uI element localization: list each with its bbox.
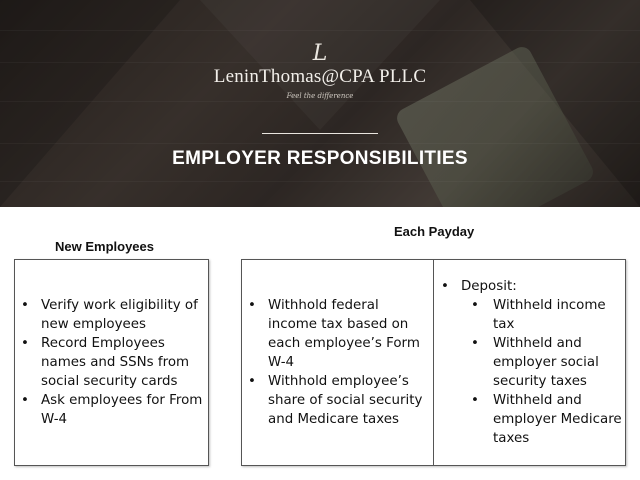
payday-withhold-list — [243, 296, 429, 429]
each-payday-heading: Each Payday — [394, 224, 475, 239]
new-employees-list — [16, 296, 208, 429]
deposit-label: • Deposit: — [436, 277, 624, 296]
list-item: • Withheld and employer Medicare taxes — [436, 391, 624, 448]
brand-name: LeninThomas@CPA PLLC — [213, 66, 427, 87]
list-item: • Withhold federal income tax based on each employee’s Form W-4 — [243, 296, 429, 372]
new-employees-heading: New Employees — [55, 239, 154, 254]
list-item: • Withheld and employer social security taxes — [436, 334, 624, 391]
list-item: • Ask employees for From W-4 — [16, 391, 208, 429]
list-item: • Withheld income tax — [436, 296, 624, 334]
header-banner — [0, 0, 640, 207]
list-item: • Record Employees names and SSNs from social security cards — [16, 334, 208, 391]
page-title: EMPLOYER RESPONSIBILITIES — [172, 148, 468, 169]
column-divider — [433, 259, 434, 465]
title-divider — [262, 133, 378, 134]
logo-mark: L — [312, 41, 328, 66]
tagline: Feel the difference — [286, 92, 354, 100]
list-item: • Verify work eligibility of new employees — [16, 296, 208, 334]
list-item: • Withhold employee’s share of social security and Medicare taxes — [243, 372, 429, 429]
payday-deposit-list — [436, 277, 624, 448]
